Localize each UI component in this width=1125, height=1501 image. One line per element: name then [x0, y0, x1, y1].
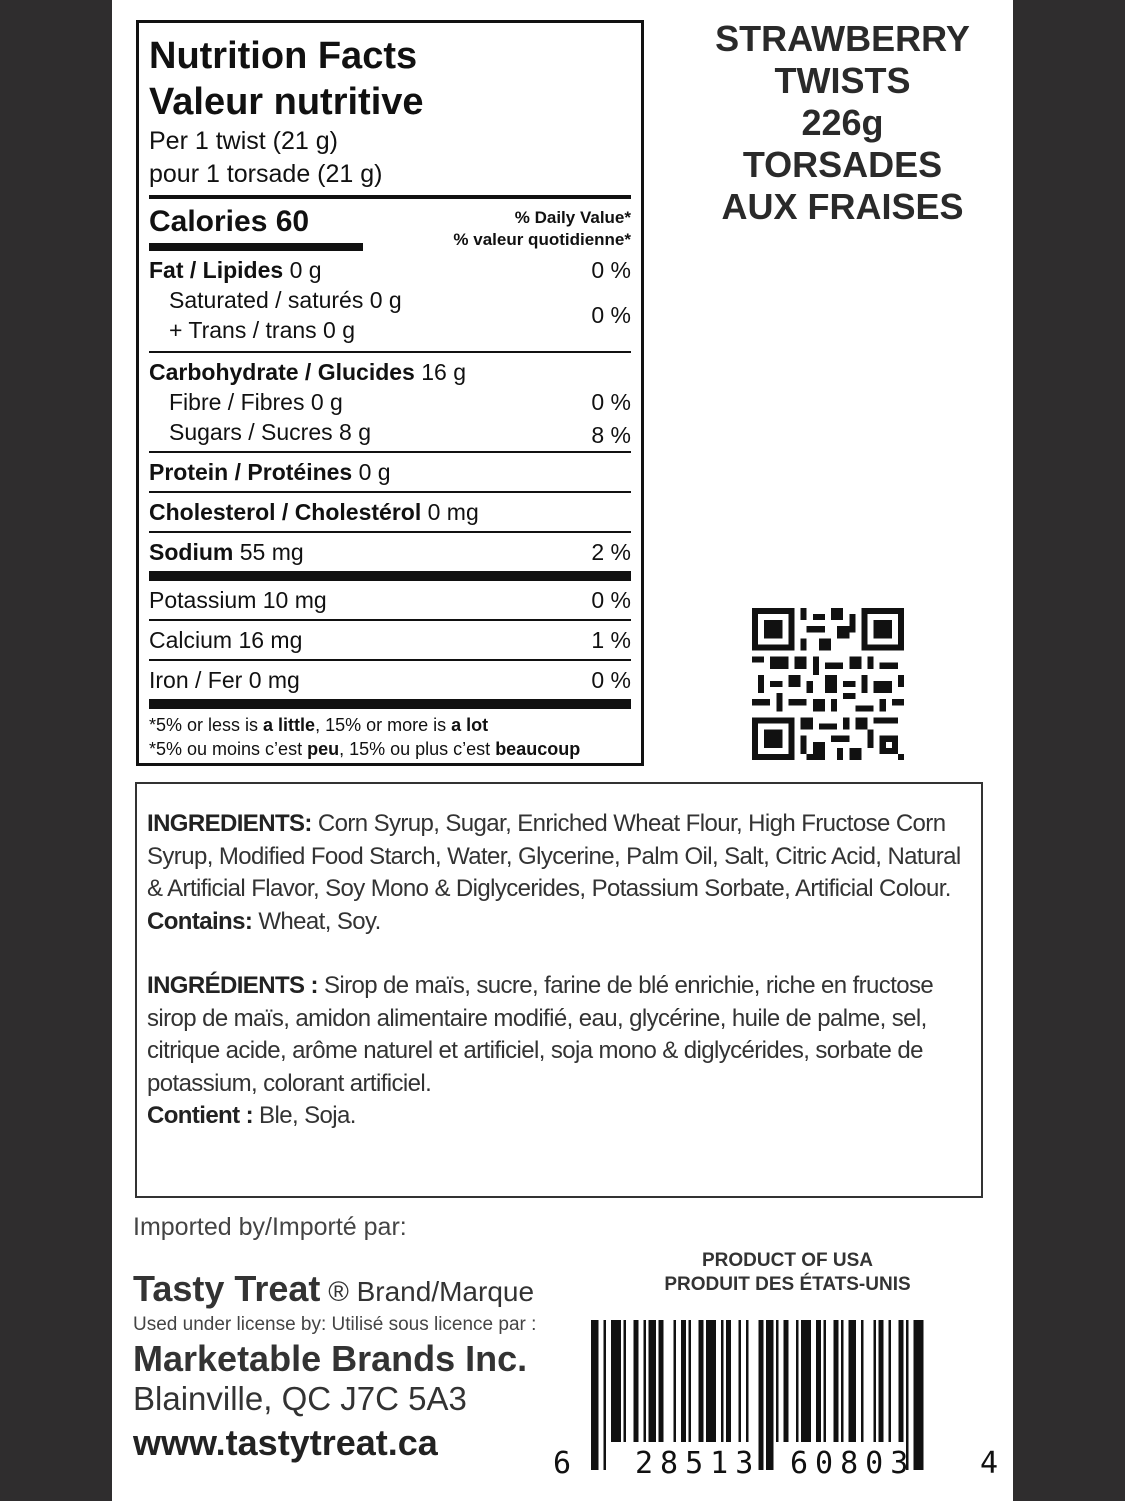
divider	[149, 659, 631, 661]
fat-row: Fat / Lipides 0 g 0 %	[149, 257, 631, 283]
saturated-trans-row	[149, 285, 631, 345]
contains-en: Contains: Wheat, Soy.	[147, 907, 381, 935]
divider	[149, 619, 631, 621]
serving-size-en: Per 1 twist (21 g)	[149, 127, 338, 155]
nutrition-title-en: Nutrition Facts	[149, 35, 418, 77]
iron-row: Iron / Fer 0 mg 0 %	[149, 667, 631, 693]
company-address: Blainville, QC J7C 5A3	[133, 1380, 467, 1417]
divider	[149, 491, 631, 493]
barcode-bar	[591, 1320, 599, 1470]
calories: Calories 60	[149, 205, 310, 238]
barcode-bar	[784, 1320, 789, 1442]
barcode-bar	[841, 1320, 844, 1442]
barcode-bar	[796, 1320, 799, 1442]
ingredients-box	[135, 782, 983, 1198]
country-of-origin: PRODUCT OF USA PRODUIT DES ÉTATS-UNIS	[664, 1250, 911, 1295]
barcode-left-digits: 28513	[635, 1446, 761, 1480]
barcode-bar	[801, 1320, 811, 1442]
barcode-bar	[849, 1320, 857, 1442]
barcode-bar	[746, 1320, 749, 1442]
imported-by: Imported by/Importé par:	[133, 1213, 407, 1241]
trans: + Trans / trans 0 g	[169, 317, 356, 343]
saturated: Saturated / saturés 0 g	[169, 287, 402, 313]
barcode-right-digits: 60803	[790, 1446, 916, 1480]
barcode-bar	[624, 1320, 627, 1442]
barcode-bar	[879, 1320, 884, 1442]
footnote-en: *5% or less is a little, 15% or more is a lot	[149, 715, 489, 735]
ingredients-en: INGREDIENTS: Corn Syrup, Sugar, Enriched Wheat Flour, High Fructose Corn Syrup, Modified Food Starch, Water, Glycerine, Palm Oil, Salt, Citric Acid, Natural & Artificial Flavor, Soy Mono & Diglycerides, Potassium Sorbate, Artificial Colour.	[147, 810, 961, 902]
divider	[149, 531, 631, 533]
calories-bar	[149, 243, 363, 251]
potassium-row: Potassium 10 mg 0 %	[149, 587, 631, 613]
protein-row: Protein / Protéines 0 g	[149, 459, 391, 485]
fibre-row: Fibre / Fibres 0 g 0 %	[169, 389, 631, 415]
sodium-row: Sodium 55 mg 2 %	[149, 539, 631, 565]
thick-divider	[149, 571, 631, 581]
barcode-bar	[699, 1320, 704, 1442]
divider	[149, 451, 631, 453]
nutrition-title-fr: Valeur nutritive	[149, 81, 424, 123]
serving-size-fr: pour 1 torsade (21 g)	[149, 160, 383, 188]
barcode-bar	[739, 1320, 742, 1442]
barcode-first-digit: 6	[553, 1446, 572, 1480]
contains-fr: Contient : Ble, Soja.	[147, 1102, 356, 1129]
product-name: STRAWBERRY TWISTS 226g TORSADES AUX FRAISES	[715, 18, 970, 227]
barcode-check-digit: 4	[980, 1446, 999, 1480]
barcode-bar	[726, 1320, 731, 1442]
barcode-bar	[776, 1320, 779, 1442]
barcode-bar	[649, 1320, 657, 1442]
barcode-bar	[659, 1320, 664, 1442]
barcode-bar	[706, 1320, 716, 1442]
barcode-bar	[604, 1320, 607, 1470]
barcode-bar	[861, 1320, 864, 1442]
brand-name: Tasty Treat ® Brand/Marque	[133, 1268, 535, 1309]
sugars-row: Sugars / Sucres 8 g 8 %	[169, 419, 631, 448]
daily-value-fr: % valeur quotidienne*	[453, 230, 631, 249]
barcode-bar	[889, 1320, 892, 1442]
daily-value-header	[453, 207, 631, 251]
divider	[149, 351, 631, 353]
carb-row: Carbohydrate / Glucides 16 g	[149, 359, 467, 385]
calories-row	[149, 199, 631, 255]
website: www.tastytreat.ca	[133, 1422, 438, 1463]
ingredients-fr: INGRÉDIENTS : Sirop de maïs, sucre, farine de blé enrichie, riche en fructose sirop de maïs, amidon alimentaire modifié, eau, glycérine, huile de palme, sel, citrique acide, arôme naturel et artificiel, soja mono & diglycérides, sorbate de potassium, colorant artificiel.	[147, 972, 934, 1097]
barcode-bar	[766, 1320, 774, 1470]
barcode-bar	[721, 1320, 724, 1442]
footnote	[149, 713, 631, 761]
company-name: Marketable Brands Inc.	[133, 1338, 528, 1379]
qr-code-icon	[752, 608, 904, 760]
barcode-bar	[611, 1320, 621, 1442]
barcode-bar	[816, 1320, 821, 1442]
barcode-bar	[689, 1320, 692, 1442]
license-text: Used under license by: Utilisé sous licence par :	[133, 1314, 537, 1335]
thick-divider	[149, 699, 631, 709]
barcode-bar	[824, 1320, 827, 1442]
fat-pct: 0 %	[591, 257, 631, 283]
barcode-bar	[899, 1320, 904, 1442]
barcode-bar	[681, 1320, 686, 1442]
barcode-bar	[644, 1320, 647, 1442]
daily-value-en: % Daily Value*	[514, 208, 631, 227]
cholesterol-row: Cholesterol / Cholestérol 0 mg	[149, 499, 479, 525]
sat-trans-pct: 0 %	[591, 302, 631, 328]
barcode-bar	[674, 1320, 677, 1442]
barcode-bar	[634, 1320, 639, 1442]
barcode	[545, 1320, 1005, 1480]
nutrition-facts-table	[136, 20, 644, 766]
calcium-row: Calcium 16 mg 1 %	[149, 627, 631, 653]
barcode-bar	[834, 1320, 839, 1442]
nutrition-title	[149, 33, 631, 125]
barcode-bar	[874, 1320, 877, 1442]
footnote-fr: *5% ou moins c’est peu, 15% ou plus c’est beaucoup	[149, 739, 581, 759]
